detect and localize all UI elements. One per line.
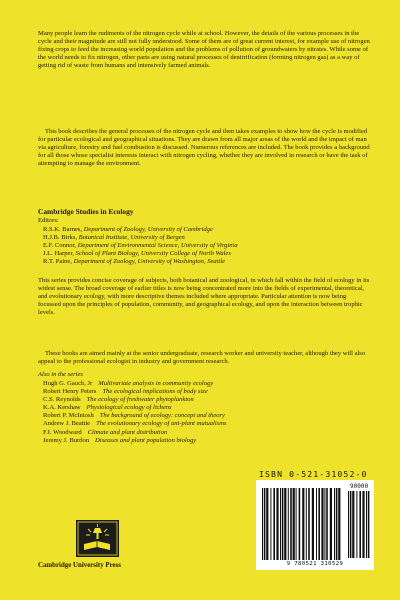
- barcode-bar: [280, 488, 281, 560]
- book-author: F.I. Woodward: [43, 428, 82, 436]
- barcode-bar: [312, 488, 314, 560]
- audience-text: These books are aimed mainly at the senior undergraduate, research worker and university teacher, although they will also appeal to the professional ecologist in industry and government research.: [38, 350, 366, 366]
- list-item: [43, 388, 373, 396]
- book-author: Jeremy J. Burdon: [43, 436, 90, 444]
- book-title: The background of ecology: concept and theory: [99, 412, 225, 420]
- book-author: Robert P. McIntosh: [43, 412, 94, 420]
- audience-paragraph: [38, 350, 370, 366]
- editor-item: [43, 242, 373, 250]
- editor-name: R.T. Paine,: [43, 258, 72, 266]
- series-description: [38, 277, 370, 317]
- editor-item: [43, 250, 373, 258]
- barcode-bar: [264, 488, 266, 560]
- book-title: The ecology of freshwater phytoplankton: [86, 396, 194, 404]
- book-lamp-icon: [76, 520, 119, 557]
- barcode-bar: [321, 488, 323, 560]
- series-description-text: This series provides concise coverage of subjects, both botanical and zoological, in which fall within the field of ecology in its widest sense. The broad coverage of earlier titles is now being concentrated more into the fields of experimental, theoretical, and evolutionary ecology, with more descriptive themes included where appropriate. Particular attention is now being focussed upon the principles of population, community, and geographical ecology, and upon the interaction between trophic levels.: [38, 277, 370, 317]
- description-paragraph: [38, 128, 370, 168]
- barcode-bar: [288, 488, 289, 560]
- barcode-bar: [262, 488, 263, 560]
- barcode-bar: [284, 488, 286, 560]
- editor-name: J.L. Harper,: [43, 250, 75, 258]
- barcode-bar: [359, 491, 361, 558]
- barcode-bar: [352, 491, 354, 558]
- list-item: [43, 412, 373, 420]
- barcode-bar: [348, 491, 349, 558]
- editor-item: [43, 234, 373, 242]
- book-author: Andrew J. Beattie: [43, 420, 91, 428]
- editor-item: [43, 226, 373, 234]
- editor-name: E.F. Connor,: [43, 242, 77, 250]
- barcode-bar: [356, 491, 357, 558]
- intro-text: Many people learn the rudiments of the nitrogen cycle while at school. However, the details of the various processes in the cycle and their magnitude are still not fully understood. Some of them are of great current interest, for example use of nitrogen fixing crops to feed the increasing world population and the problems of pollution of groundwaters by nitrates. While some of the world needs to fix nitrogen, other parts are using natural processes of denitrification (forming nitrogen gas) as a way of getting rid of waste from humans and intensively farmed animals.: [38, 30, 370, 70]
- price-code: 90000: [350, 483, 369, 490]
- barcode-bar: [338, 488, 340, 560]
- barcode-bar: [368, 491, 370, 558]
- list-item: [43, 380, 373, 388]
- editor-name: H.J.B. Birks,: [43, 234, 78, 242]
- list-item: [43, 420, 373, 428]
- barcode-bar: [282, 488, 284, 560]
- book-title: The ecological implications of body size: [102, 388, 208, 396]
- editor-affiliation: Department of Zoology, University of Washington, Seattle: [73, 258, 226, 266]
- barcode-bar: [336, 488, 338, 560]
- editors-label: Editors:: [38, 217, 59, 224]
- barcode-bar: [306, 488, 307, 560]
- editor-affiliation: Department of Environmental Science, University of Virginia: [77, 242, 238, 250]
- barcode-bar: [302, 488, 304, 560]
- barcode-bar: [299, 488, 301, 560]
- barcode-bar: [326, 488, 328, 560]
- barcode: [256, 480, 374, 570]
- editor-item: [43, 258, 373, 266]
- series-title: Cambridge Studies in Ecology: [38, 207, 134, 216]
- barcode-bar: [293, 488, 295, 560]
- also-in-series-list: [43, 380, 373, 445]
- intro-paragraph: [38, 30, 370, 70]
- barcode-bar: [276, 488, 278, 560]
- book-title: Physiological ecology of lichens: [86, 404, 172, 412]
- publisher-logo: [76, 520, 119, 557]
- list-item: [43, 429, 373, 437]
- book-author: K.A. Kershaw: [43, 404, 81, 412]
- editor-affiliation: School of Plant Biology, University College of North Wales: [75, 250, 231, 258]
- list-item: [43, 437, 373, 445]
- barcode-bar: [296, 488, 297, 560]
- book-title: The evolutionary ecology of ant-plant mutualisms: [96, 420, 227, 428]
- barcode-bar: [316, 488, 317, 560]
- barcode-bar: [366, 491, 367, 558]
- also-in-series-label: Also in the series: [38, 371, 83, 378]
- barcode-bar: [362, 491, 364, 558]
- editor-affiliation: Botanical Institute, University of Bergen: [78, 234, 185, 242]
- barcode-bar: [266, 488, 268, 560]
- barcode-bar: [350, 491, 352, 558]
- book-title: Multivariate analysis in community ecology: [98, 380, 214, 387]
- book-title: Climate and plant distribution: [87, 428, 168, 436]
- description-text: This book describes the general processes of the nitrogen cycle and then takes examples to show how the cycle is modified for particular ecological and geographical situations. They are drawn from all major areas of the world and the impact of man via agriculture, forestry and fuel combustion is discussed. Numerous references are included. The book provides a background for all those whose specialist interests interact with nitrogen cycling, whether they are involved in research or have the task of attempting to manage the environment.: [38, 128, 370, 168]
- editors-list: [43, 226, 373, 266]
- barcode-bar: [324, 488, 325, 560]
- barcode-bar: [270, 488, 271, 560]
- isbn-text: ISBN 0-521-31052-0: [259, 469, 368, 479]
- publisher-name: Cambridge University Press: [38, 562, 121, 569]
- book-title: Diseases and plant population biology: [95, 436, 197, 444]
- list-item: [43, 396, 373, 404]
- editor-affiliation: Department of Zoology, University of Cambridge: [83, 226, 213, 233]
- barcode-bar: [330, 488, 332, 560]
- barcode-bar: [308, 488, 310, 560]
- barcode-digits: 9 780521 310529: [286, 561, 344, 567]
- list-item: [43, 404, 373, 412]
- editor-name: R.S.K. Barnes,: [43, 226, 83, 233]
- book-author: Robert Henry Peters: [43, 388, 97, 396]
- barcode-bars: [256, 480, 374, 570]
- book-author: C.S. Reynolds: [43, 396, 81, 404]
- barcode-bar: [273, 488, 275, 560]
- barcode-bar: [318, 488, 320, 560]
- barcode-bar: [290, 488, 292, 560]
- barcode-bar: [334, 488, 335, 560]
- book-author: Hugh G. Gauch, Jr: [43, 380, 93, 387]
